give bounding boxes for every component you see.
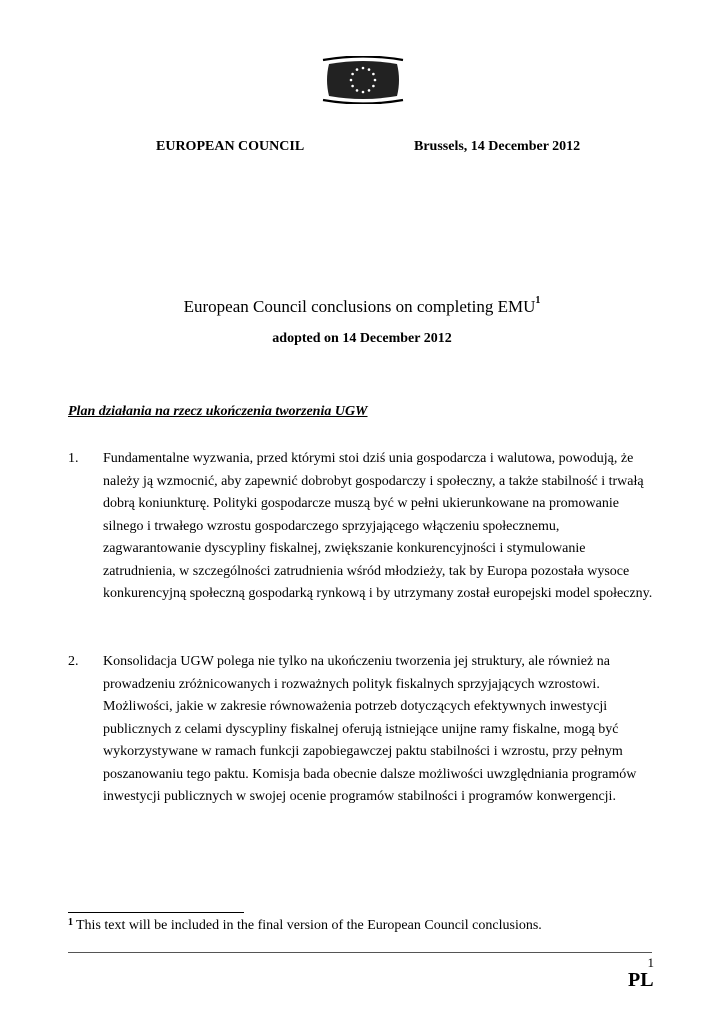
title-footnote-ref: 1 xyxy=(535,295,541,307)
language-code: PL xyxy=(628,969,654,991)
paragraph-text: Konsolidacja UGW polega nie tylko na ukończeniu tworzenia jej struktury, ale również na prowadzeniu zróżnicowanych i rozważnych polityk fiskalnych sprzyjających wzrostowi. Możliwości, jakie w zakresie równoważenia potrzeb dotyczących efektywnych inwestycji publicznych z celami dyscypliny fiskalnej oferują istniejące unijne ramy fiskalne, mogą być wykorzystywane w ramach funkcji zapobiegawczej paktu stabilności i wzrostu, przy pełnym poszanowaniu tego paktu. Komisja bada obecnie dalsze możliwości uwzględniania programów inwestycji publicznych w swojej ocenie programów stabilności i programów konwergencji. xyxy=(103,654,637,804)
section-heading: Plan działania na rzecz ukończenia tworzenia UGW xyxy=(68,404,368,419)
paragraph-number: 1. xyxy=(68,451,79,466)
footnote xyxy=(68,918,542,934)
footnote-divider xyxy=(68,912,244,913)
document-title xyxy=(0,297,724,317)
place-date: Brussels, 14 December 2012 xyxy=(414,139,581,154)
footnote-marker: 1 xyxy=(68,917,73,928)
paragraph-text: Fundamentalne wyzwania, przed którymi stoi dziś unia gospodarcza i walutowa, powodują, że należy ją wzmocnić, aby zapewnić dobrobyt gospodarczy i społeczny, a także stabilność i trwałą dobrą koniunkturę. Polityki gospodarcze muszą być w pełni ukierunkowane na promowanie silnego i trwałego wzrostu gospodarczego sprzyjającego włączeniu społecznemu, zagwarantowanie dyscypliny fiskalnej, zwiększanie konkurencyjności i stymulowanie zatrudnienia, w szczególności zatrudnienia wśród młodzieży, tak by Europa pozostała wysoce konkurencyjną społeczną gospodarką rynkową i by utrzymany został europejski model społeczny. xyxy=(103,451,653,601)
page-number: 1 xyxy=(647,955,654,970)
european-council-logo xyxy=(318,56,408,104)
organisation-name: EUROPEAN COUNCIL xyxy=(156,139,305,154)
paragraph-number: 2. xyxy=(68,654,79,669)
document-title-text: European Council conclusions on completing EMU xyxy=(183,297,536,316)
footer-divider xyxy=(68,952,652,953)
footnote-text: This text will be included in the final version of the European Council conclusions. xyxy=(76,918,542,933)
document-subtitle: adopted on 14 December 2012 xyxy=(272,331,452,346)
